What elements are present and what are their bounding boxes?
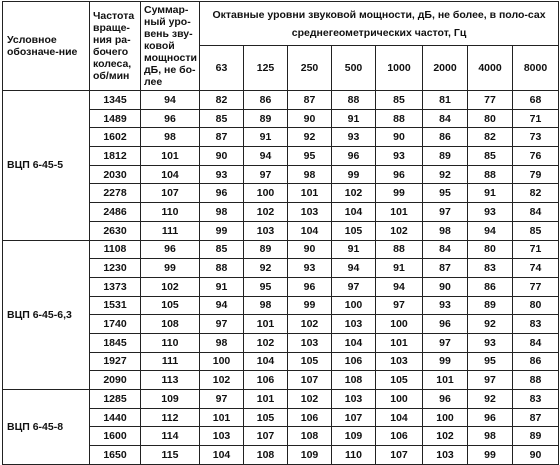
- band-level-cell: 98: [468, 427, 513, 446]
- total-level-cell: 112: [141, 408, 200, 427]
- band-level-cell: 105: [376, 371, 423, 390]
- total-level-cell: 113: [141, 371, 200, 390]
- band-level-cell: 100: [200, 352, 244, 371]
- header-frequency: 500: [332, 46, 376, 91]
- band-level-cell: 93: [423, 296, 468, 315]
- band-level-cell: 104: [288, 221, 332, 240]
- band-level-cell: 94: [244, 147, 288, 166]
- band-level-cell: 105: [332, 221, 376, 240]
- band-level-cell: 86: [423, 128, 468, 147]
- speed-cell: 1345: [90, 91, 141, 110]
- band-level-cell: 97: [376, 296, 423, 315]
- header-octave-levels: Октавные уровни звуковой мощности, дБ, не более, в поло-сах среднегеометрических частот, Гц: [200, 2, 559, 46]
- total-level-cell: 104: [141, 165, 200, 184]
- band-level-cell: 81: [423, 91, 468, 110]
- band-level-cell: 102: [376, 221, 423, 240]
- header-model: Условное обозначе-ние: [3, 2, 90, 91]
- band-level-cell: 96: [288, 277, 332, 296]
- band-level-cell: 97: [200, 390, 244, 409]
- band-level-cell: 92: [468, 315, 513, 334]
- band-level-cell: 96: [423, 390, 468, 409]
- band-level-cell: 85: [513, 221, 559, 240]
- band-level-cell: 93: [376, 147, 423, 166]
- band-level-cell: 90: [288, 240, 332, 259]
- band-level-cell: 77: [513, 277, 559, 296]
- band-level-cell: 97: [244, 165, 288, 184]
- table-row: [3, 91, 559, 110]
- speed-cell: 1108: [90, 240, 141, 259]
- band-level-cell: 89: [244, 240, 288, 259]
- band-level-cell: 94: [468, 221, 513, 240]
- band-level-cell: 88: [332, 91, 376, 110]
- band-level-cell: 94: [200, 296, 244, 315]
- band-level-cell: 95: [468, 352, 513, 371]
- band-level-cell: 90: [376, 128, 423, 147]
- header-frequency: 2000: [423, 46, 468, 91]
- band-level-cell: 100: [423, 408, 468, 427]
- band-level-cell: 103: [244, 221, 288, 240]
- band-level-cell: 100: [376, 390, 423, 409]
- band-level-cell: 93: [288, 259, 332, 278]
- band-level-cell: 107: [332, 408, 376, 427]
- band-level-cell: 71: [513, 240, 559, 259]
- band-level-cell: 99: [376, 184, 423, 203]
- band-level-cell: 80: [513, 296, 559, 315]
- total-level-cell: 115: [141, 446, 200, 465]
- header-total-level: Суммар-ный уро-вень зву-ковой мощности дБ, не бо-лее: [141, 2, 200, 91]
- band-level-cell: 98: [200, 203, 244, 222]
- table-row: [3, 390, 559, 409]
- model-cell: ВЦП 6-45-8: [3, 390, 90, 465]
- band-level-cell: 92: [468, 390, 513, 409]
- header-frequency: 63: [200, 46, 244, 91]
- band-level-cell: 95: [288, 147, 332, 166]
- band-level-cell: 91: [332, 109, 376, 128]
- band-level-cell: 83: [468, 259, 513, 278]
- band-level-cell: 90: [513, 446, 559, 465]
- speed-cell: 1602: [90, 128, 141, 147]
- speed-cell: 1489: [90, 109, 141, 128]
- band-level-cell: 108: [288, 427, 332, 446]
- band-level-cell: 96: [332, 147, 376, 166]
- header-speed: Частота враще-ния ра-бочего колеса, об/мин: [90, 2, 141, 91]
- band-level-cell: 93: [468, 203, 513, 222]
- band-level-cell: 96: [200, 184, 244, 203]
- total-level-cell: 110: [141, 203, 200, 222]
- table-row: [3, 240, 559, 259]
- speed-cell: 1845: [90, 333, 141, 352]
- total-level-cell: 96: [141, 240, 200, 259]
- band-level-cell: 106: [376, 427, 423, 446]
- band-level-cell: 91: [200, 277, 244, 296]
- band-level-cell: 97: [332, 277, 376, 296]
- header-frequency: 125: [244, 46, 288, 91]
- band-level-cell: 99: [288, 296, 332, 315]
- header-frequency: 4000: [468, 46, 513, 91]
- band-level-cell: 97: [423, 203, 468, 222]
- model-cell: ВЦП 6-45-6,3: [3, 240, 90, 390]
- band-level-cell: 88: [468, 165, 513, 184]
- band-level-cell: 103: [288, 333, 332, 352]
- table-body: [3, 91, 559, 465]
- band-level-cell: 88: [200, 259, 244, 278]
- speed-cell: 1650: [90, 446, 141, 465]
- band-level-cell: 99: [423, 352, 468, 371]
- band-level-cell: 82: [200, 91, 244, 110]
- band-level-cell: 106: [244, 371, 288, 390]
- band-level-cell: 103: [288, 203, 332, 222]
- band-level-cell: 101: [376, 203, 423, 222]
- band-level-cell: 97: [200, 315, 244, 334]
- band-level-cell: 104: [332, 333, 376, 352]
- band-level-cell: 107: [244, 427, 288, 446]
- band-level-cell: 87: [513, 408, 559, 427]
- band-level-cell: 85: [468, 147, 513, 166]
- band-level-cell: 86: [513, 352, 559, 371]
- band-level-cell: 89: [468, 296, 513, 315]
- band-level-cell: 101: [423, 371, 468, 390]
- band-level-cell: 101: [200, 408, 244, 427]
- band-level-cell: 99: [468, 446, 513, 465]
- speed-cell: 1927: [90, 352, 141, 371]
- band-level-cell: 93: [332, 128, 376, 147]
- band-level-cell: 74: [513, 259, 559, 278]
- band-level-cell: 102: [288, 390, 332, 409]
- band-level-cell: 104: [200, 446, 244, 465]
- band-level-cell: 105: [288, 352, 332, 371]
- band-level-cell: 89: [423, 147, 468, 166]
- band-level-cell: 71: [513, 109, 559, 128]
- total-level-cell: 109: [141, 390, 200, 409]
- speed-cell: 2090: [90, 371, 141, 390]
- band-level-cell: 101: [244, 315, 288, 334]
- speed-cell: 2278: [90, 184, 141, 203]
- speed-cell: 1531: [90, 296, 141, 315]
- band-level-cell: 100: [376, 315, 423, 334]
- band-level-cell: 88: [376, 109, 423, 128]
- band-level-cell: 104: [332, 203, 376, 222]
- band-level-cell: 98: [288, 165, 332, 184]
- band-level-cell: 103: [423, 446, 468, 465]
- total-level-cell: 110: [141, 333, 200, 352]
- band-level-cell: 107: [376, 446, 423, 465]
- band-level-cell: 106: [332, 352, 376, 371]
- band-level-cell: 101: [244, 390, 288, 409]
- band-level-cell: 91: [332, 240, 376, 259]
- band-level-cell: 109: [332, 427, 376, 446]
- band-level-cell: 98: [244, 296, 288, 315]
- band-level-cell: 85: [376, 91, 423, 110]
- band-level-cell: 76: [513, 147, 559, 166]
- band-level-cell: 99: [332, 165, 376, 184]
- band-level-cell: 92: [244, 259, 288, 278]
- band-level-cell: 82: [468, 128, 513, 147]
- band-level-cell: 96: [423, 315, 468, 334]
- band-level-cell: 98: [200, 333, 244, 352]
- band-level-cell: 98: [423, 221, 468, 240]
- band-level-cell: 100: [244, 184, 288, 203]
- speed-cell: 1230: [90, 259, 141, 278]
- model-cell: ВЦП 6-45-5: [3, 91, 90, 241]
- band-level-cell: 102: [332, 184, 376, 203]
- band-level-cell: 93: [200, 165, 244, 184]
- band-level-cell: 107: [288, 371, 332, 390]
- band-level-cell: 80: [468, 240, 513, 259]
- total-level-cell: 96: [141, 109, 200, 128]
- band-level-cell: 77: [468, 91, 513, 110]
- header-frequency: 1000: [376, 46, 423, 91]
- header-frequency: 250: [288, 46, 332, 91]
- band-level-cell: 89: [244, 109, 288, 128]
- total-level-cell: 99: [141, 259, 200, 278]
- band-level-cell: 103: [332, 315, 376, 334]
- band-level-cell: 87: [288, 91, 332, 110]
- total-level-cell: 111: [141, 221, 200, 240]
- band-level-cell: 91: [468, 184, 513, 203]
- total-level-cell: 101: [141, 147, 200, 166]
- band-level-cell: 88: [376, 240, 423, 259]
- band-level-cell: 94: [332, 259, 376, 278]
- band-level-cell: 97: [468, 371, 513, 390]
- speed-cell: 1440: [90, 408, 141, 427]
- speed-cell: 1600: [90, 427, 141, 446]
- band-level-cell: 87: [200, 128, 244, 147]
- band-level-cell: 106: [288, 408, 332, 427]
- band-level-cell: 90: [423, 277, 468, 296]
- band-level-cell: 103: [200, 427, 244, 446]
- band-level-cell: 96: [376, 165, 423, 184]
- total-level-cell: 94: [141, 91, 200, 110]
- band-level-cell: 84: [423, 109, 468, 128]
- band-level-cell: 90: [200, 147, 244, 166]
- total-level-cell: 105: [141, 296, 200, 315]
- total-level-cell: 107: [141, 184, 200, 203]
- speed-cell: 2486: [90, 203, 141, 222]
- band-level-cell: 79: [513, 165, 559, 184]
- header-frequency: 8000: [513, 46, 559, 91]
- band-level-cell: 86: [244, 91, 288, 110]
- noise-specification-table: [2, 1, 559, 465]
- band-level-cell: 95: [423, 184, 468, 203]
- band-level-cell: 109: [288, 446, 332, 465]
- total-level-cell: 111: [141, 352, 200, 371]
- band-level-cell: 68: [513, 91, 559, 110]
- band-level-cell: 104: [244, 352, 288, 371]
- speed-cell: 1812: [90, 147, 141, 166]
- band-level-cell: 99: [200, 221, 244, 240]
- band-level-cell: 89: [513, 427, 559, 446]
- band-level-cell: 97: [423, 333, 468, 352]
- band-level-cell: 88: [513, 371, 559, 390]
- band-level-cell: 82: [513, 184, 559, 203]
- band-level-cell: 93: [468, 333, 513, 352]
- speed-cell: 1740: [90, 315, 141, 334]
- band-level-cell: 91: [376, 259, 423, 278]
- band-level-cell: 101: [288, 184, 332, 203]
- band-level-cell: 92: [288, 128, 332, 147]
- band-level-cell: 101: [376, 333, 423, 352]
- speed-cell: 2630: [90, 221, 141, 240]
- band-level-cell: 108: [332, 371, 376, 390]
- band-level-cell: 102: [244, 203, 288, 222]
- total-level-cell: 98: [141, 128, 200, 147]
- band-level-cell: 100: [332, 296, 376, 315]
- total-level-cell: 102: [141, 277, 200, 296]
- band-level-cell: 102: [288, 315, 332, 334]
- band-level-cell: 96: [468, 408, 513, 427]
- band-level-cell: 104: [376, 408, 423, 427]
- band-level-cell: 91: [244, 128, 288, 147]
- band-level-cell: 92: [423, 165, 468, 184]
- band-level-cell: 73: [513, 128, 559, 147]
- band-level-cell: 84: [513, 333, 559, 352]
- band-level-cell: 85: [200, 109, 244, 128]
- band-level-cell: 84: [513, 203, 559, 222]
- band-level-cell: 103: [332, 390, 376, 409]
- band-level-cell: 94: [376, 277, 423, 296]
- band-level-cell: 84: [423, 240, 468, 259]
- band-level-cell: 103: [376, 352, 423, 371]
- band-level-cell: 102: [200, 371, 244, 390]
- band-level-cell: 85: [200, 240, 244, 259]
- band-level-cell: 95: [244, 277, 288, 296]
- total-level-cell: 108: [141, 315, 200, 334]
- band-level-cell: 102: [244, 333, 288, 352]
- band-level-cell: 87: [423, 259, 468, 278]
- total-level-cell: 114: [141, 427, 200, 446]
- band-level-cell: 110: [332, 446, 376, 465]
- band-level-cell: 86: [468, 277, 513, 296]
- band-level-cell: 105: [244, 408, 288, 427]
- band-level-cell: 102: [423, 427, 468, 446]
- band-level-cell: 90: [288, 109, 332, 128]
- band-level-cell: 83: [513, 390, 559, 409]
- band-level-cell: 108: [244, 446, 288, 465]
- speed-cell: 1373: [90, 277, 141, 296]
- band-level-cell: 80: [468, 109, 513, 128]
- speed-cell: 1285: [90, 390, 141, 409]
- band-level-cell: 83: [513, 315, 559, 334]
- speed-cell: 2030: [90, 165, 141, 184]
